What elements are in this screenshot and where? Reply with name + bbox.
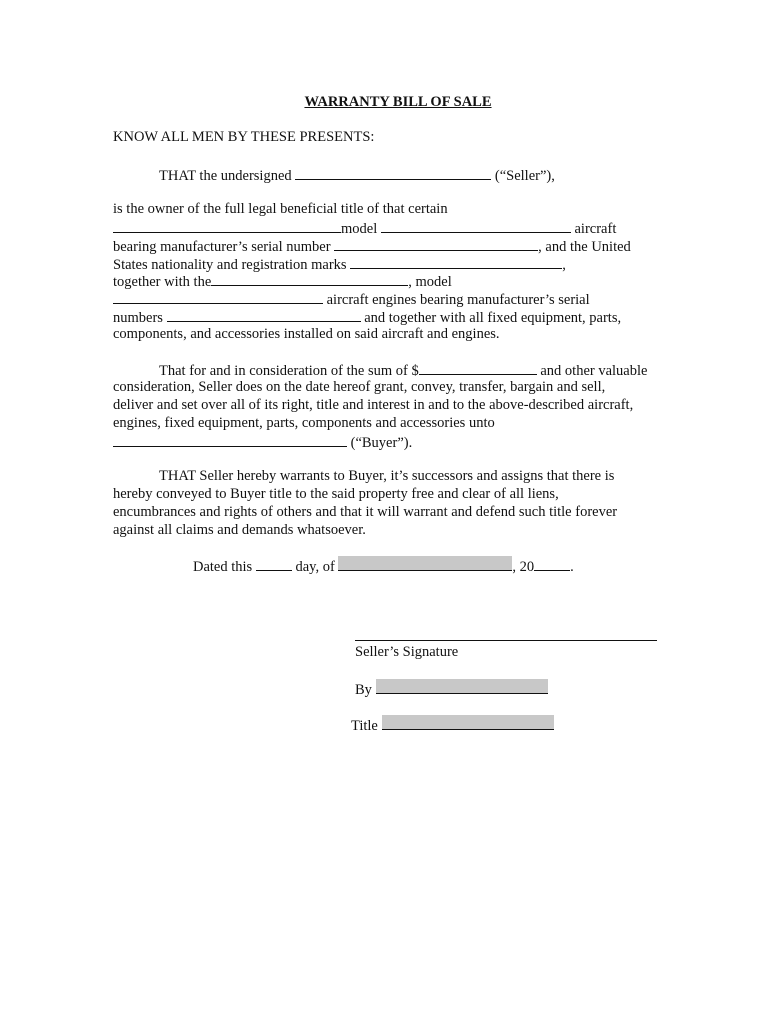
document-title: WARRANTY BILL OF SALE [304,94,492,110]
components-line: components, and accessories installed on said aircraft and engines. [113,326,500,342]
together-with-label: together with the [113,274,212,290]
seller-line [113,165,555,185]
title-line [351,715,554,735]
consideration-text-4: engines, fixed equipment, parts, components and accessories unto [113,415,495,431]
warranty-text-4: against all claims and demands whatsoever. [113,522,366,538]
aircraft-label: aircraft [574,221,617,237]
seller-intro-text: THAT the undersigned [159,168,292,184]
consideration-line [113,360,647,380]
document-heading: KNOW ALL MEN BY THESE PRESENTS: [113,129,375,145]
united-text: , and the United [538,239,631,255]
by-label: By [355,682,372,698]
period-text: . [570,559,574,575]
dated-label: Dated this [193,559,253,575]
buyer-line [113,432,412,452]
sum-amount-field[interactable] [419,360,537,375]
aircraft-serial-field[interactable] [334,236,538,251]
equipment-text: and together with all fixed equipment, parts, [364,310,622,326]
day-field[interactable] [256,556,292,571]
by-line [355,679,548,699]
warranty-text-2: hereby conveyed to Buyer title to the said property free and clear of all liens, [113,486,559,502]
buyer-name-field[interactable] [113,432,347,447]
owner-line: is the owner of the full legal beneficial title of that certain [113,201,448,217]
aircraft-model-field[interactable] [381,218,571,233]
engine-numbers-line [113,307,621,327]
engines-make-line [113,271,452,291]
by-field[interactable] [376,679,548,694]
engines-serial-line [113,289,590,309]
year-prefix-label: , 20 [512,559,535,575]
engine-make-field[interactable] [211,271,408,286]
engine-model-field[interactable] [113,289,323,304]
aircraft-make-field[interactable] [113,218,341,233]
serial-number-line [113,236,631,256]
seller-label-text: (“Seller”), [494,168,555,184]
sum-label: That for and in consideration of the sum of $ [159,363,419,379]
serial-number-label: bearing manufacturer’s serial number [113,239,331,255]
numbers-label: numbers [113,310,163,326]
warranty-text-3: encumbrances and rights of others and that it will warrant and defend such title forever [113,504,618,520]
engine-serial-field[interactable] [167,307,361,322]
registration-label: States nationality and registration marks [113,257,347,273]
valuable-text: and other valuable [540,363,648,379]
registration-marks-field[interactable] [350,254,562,269]
warranty-text-1: THAT Seller hereby warrants to Buyer, it’s successors and assigns that there is [159,468,615,484]
model-label: model [341,221,378,237]
dated-line [193,556,574,576]
aircraft-model-line [113,218,616,238]
seller-name-field[interactable] [295,165,491,180]
buyer-label: (“Buyer”). [350,435,413,451]
month-field[interactable] [338,556,512,571]
title-field[interactable] [382,715,554,730]
seller-signature-label: Seller’s Signature [355,644,459,660]
title-label: Title [351,718,378,734]
engines-serial-label: aircraft engines bearing manufacturer’s serial [326,292,590,308]
comma-text: , [562,257,566,273]
consideration-text-3: deliver and set over all of its right, title and interest in and to the above-described aircraft, [113,397,634,413]
year-field[interactable] [534,556,570,571]
seller-signature-line[interactable] [355,640,657,641]
consideration-text-2: consideration, Seller does on the date hereof grant, convey, transfer, bargain and sell, [113,379,606,395]
engine-model-label: , model [408,274,452,290]
day-of-label: day, of [295,559,335,575]
